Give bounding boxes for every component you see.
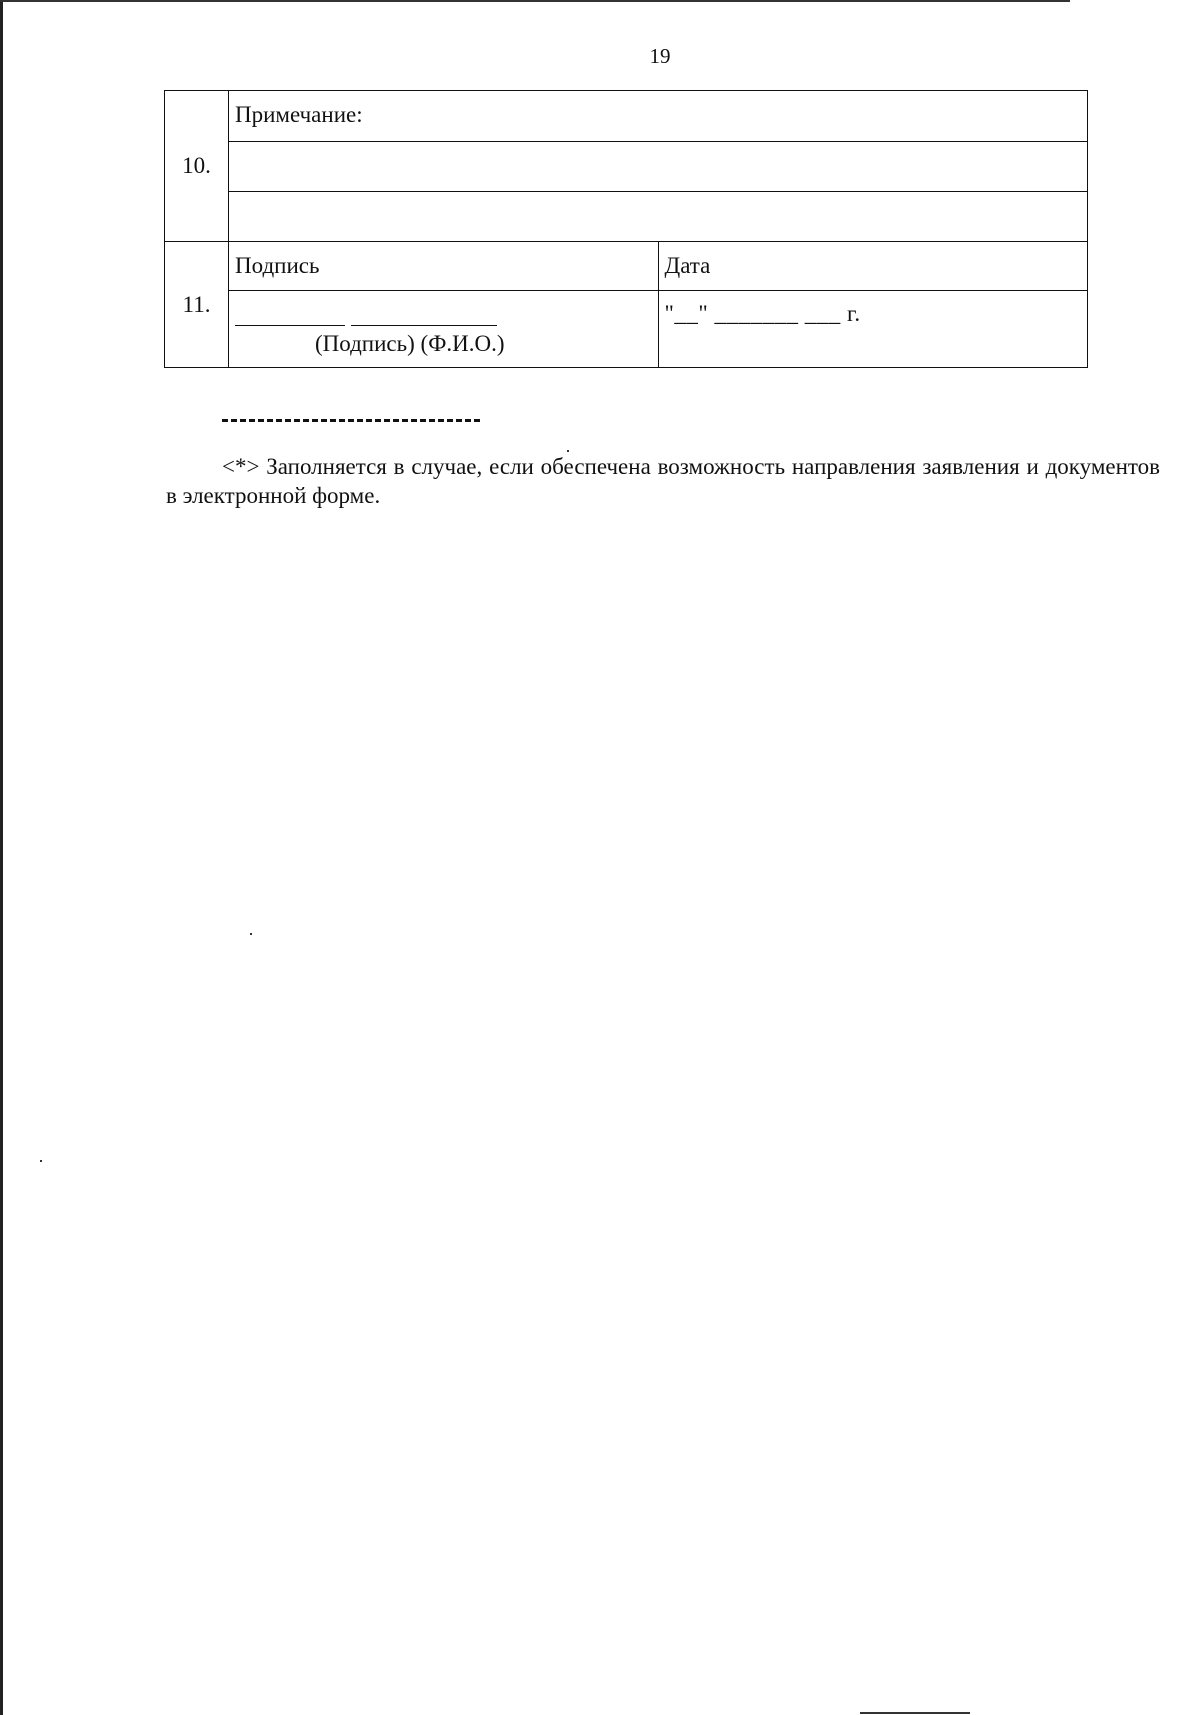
note-line-1[interactable]: [229, 142, 1088, 192]
date-label: Дата: [664, 253, 711, 278]
date-label-cell: [658, 242, 1088, 291]
table-row: [165, 242, 1088, 291]
signature-caption: (Подпись) (Ф.И.О.): [315, 331, 505, 356]
date-value: "__" _______ ___ г.: [664, 301, 861, 326]
page-number: 19: [649, 44, 671, 68]
scan-speck: [567, 450, 569, 452]
table-row: [165, 192, 1088, 242]
full-name-line: [351, 325, 497, 326]
scan-speck: [250, 933, 252, 935]
signature-field[interactable]: [229, 291, 659, 368]
row-number-11: 11.: [165, 242, 229, 368]
scan-edge-left: [0, 0, 3, 1715]
note-line-2[interactable]: [229, 192, 1088, 242]
footnote-rule: [222, 419, 480, 422]
note-label-cell: [229, 91, 1088, 142]
signature-label-cell: [229, 242, 659, 291]
note-label: Примечание:: [235, 102, 363, 127]
signature-label: Подпись: [235, 253, 320, 278]
table-row: [165, 142, 1088, 192]
footnote-text: <*> Заполняется в случае, если обеспечена возможность направления заявления и документов в электронной форме.: [166, 454, 1160, 508]
date-field[interactable]: [658, 291, 1088, 368]
scan-mark-bottom: [860, 1712, 970, 1714]
scan-speck: [40, 1160, 42, 1162]
table-row: [165, 291, 1088, 368]
scan-edge-top: [0, 0, 1070, 2]
form-table: [164, 90, 1088, 368]
table-row: [165, 91, 1088, 142]
row-number-10: 10.: [165, 91, 229, 242]
signature-line: [235, 325, 345, 326]
